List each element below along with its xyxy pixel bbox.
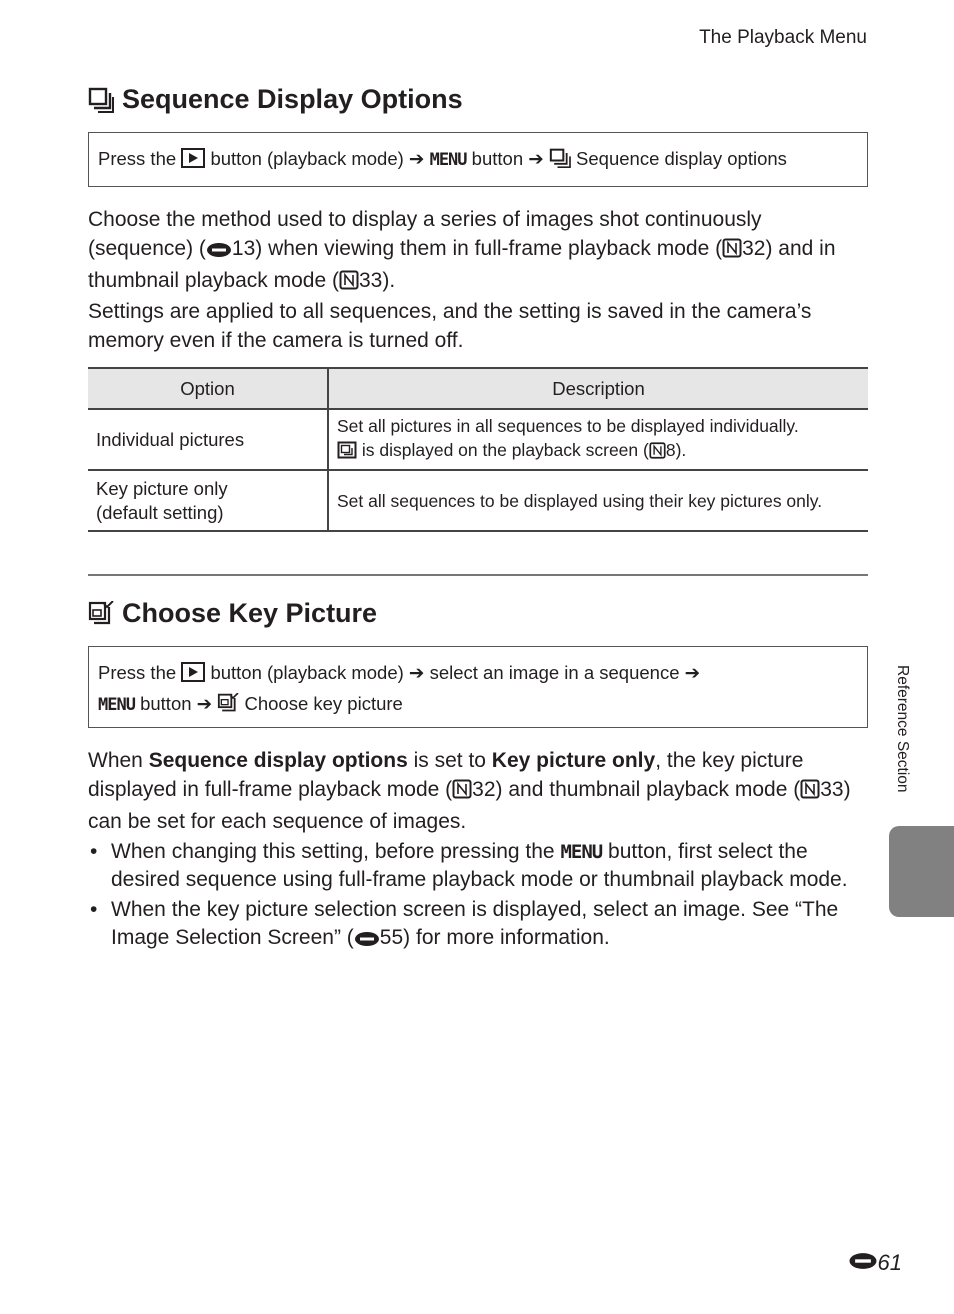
sequence-display-icon: [549, 148, 571, 176]
table-row: [88, 409, 868, 470]
bullet-icon: •: [90, 898, 98, 921]
intro-paragraph: Choose the method used to display a series of images shot continuously (sequence) ( 13) when viewing them in full-frame playback mode ( 32) and in thumbnail playback mode ( 33).: [88, 205, 868, 298]
side-section-label: Reference Section: [894, 665, 911, 793]
notes-list: [88, 838, 868, 957]
sequence-display-icon: [88, 87, 114, 113]
path-text: button: [140, 693, 192, 714]
page-reference-icon: [452, 778, 472, 807]
reference-section-e-icon: [848, 1250, 878, 1276]
list-item: • When changing this setting, before pressing the MENU button, first select the desired sequence using full-frame playback mode or thumbnail playback mode.: [90, 840, 848, 891]
page-reference-icon: [800, 778, 820, 807]
menu-button-label: MENU: [429, 150, 467, 170]
reference-section-e-icon: [354, 927, 380, 955]
reference-section-e-icon: [206, 237, 232, 266]
sequence-indicator-icon: [337, 441, 357, 465]
arrow-right-icon: ➔: [408, 148, 425, 169]
arrow-right-icon: ➔: [408, 662, 425, 683]
table-row: [88, 470, 868, 531]
page-reference-icon: [649, 441, 666, 465]
choose-key-paragraph: When Sequence display options is set to Key picture only, the key picture displayed in full-frame playback mode ( 32) and thumbnail playback mode ( 33) can be set for each sequence of images.: [88, 749, 851, 833]
playback-button-icon: [181, 662, 205, 690]
option-description: Set all pictures in all sequences to be displayed individually. is displayed on the playback screen ( 8).: [328, 409, 868, 470]
path-text: Press the: [98, 662, 177, 683]
section-divider: [88, 574, 868, 576]
arrow-right-icon: ➔: [528, 148, 544, 169]
section-heading-choose-key: [88, 598, 377, 629]
playback-button-icon: [181, 148, 205, 176]
option-individual-pictures: Individual pictures: [88, 409, 328, 470]
arrow-right-icon: ➔: [684, 662, 701, 683]
option-description: Set all sequences to be displayed using their key pictures only.: [328, 470, 868, 531]
page-number: 61: [848, 1250, 902, 1276]
settings-paragraph: Settings are applied to all sequences, and the setting is saved in the camera’s memory even if the camera is turned off.: [88, 300, 812, 352]
option-key-picture-only: Key picture only (default setting): [88, 470, 328, 531]
page-reference-icon: [339, 269, 359, 298]
running-header: The Playback Menu: [699, 27, 867, 48]
path-text: button (playback mode): [210, 148, 404, 169]
list-item: • When the key picture selection screen is displayed, select an image. See “The Image Selection Screen” ( 55) for more information.: [88, 896, 868, 955]
bullet-icon: •: [90, 840, 98, 863]
section-thumb-tab: [889, 826, 954, 917]
path-text: Sequence display options: [576, 148, 787, 169]
menu-button-label: MENU: [560, 841, 603, 863]
path-text: Choose key picture: [244, 693, 403, 714]
menu-path-box: [88, 132, 868, 187]
choose-key-picture-icon: [217, 693, 239, 721]
menu-path-box: [88, 646, 868, 728]
section-title: Choose Key Picture: [122, 598, 378, 628]
options-table: [88, 367, 868, 532]
path-text: button (playback mode): [210, 662, 404, 683]
section-heading-sequence: [88, 84, 463, 115]
path-text: button: [471, 148, 524, 169]
menu-button-label: MENU: [98, 695, 135, 715]
page-reference-icon: [722, 237, 742, 266]
table-header-description: Description: [328, 368, 868, 409]
arrow-right-icon: ➔: [196, 693, 213, 714]
path-text: select an image in a sequence: [429, 662, 680, 683]
path-text: Press the: [98, 148, 177, 169]
table-header-option: Option: [88, 368, 328, 409]
section-title: Sequence Display Options: [122, 84, 463, 114]
choose-key-picture-icon: [88, 601, 114, 627]
